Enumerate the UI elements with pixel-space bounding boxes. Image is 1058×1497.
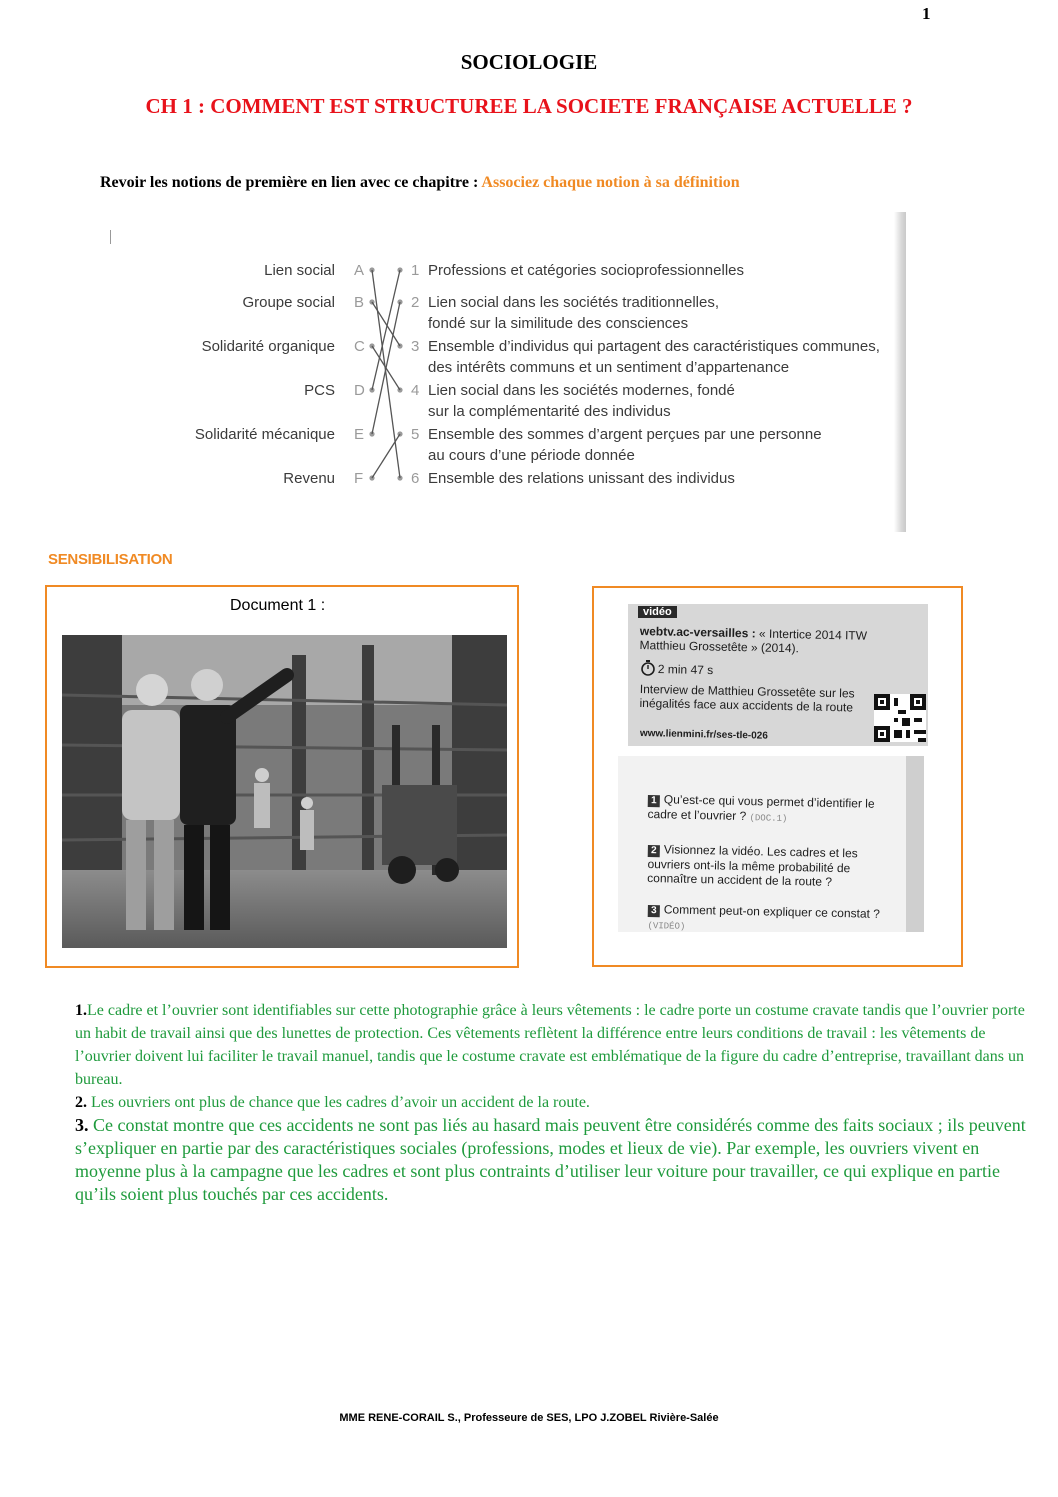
letter-f: F — [354, 470, 364, 487]
video-source-site: webtv.ac-versailles : — [639, 624, 756, 641]
qr-code-icon — [874, 694, 926, 742]
answer-3-text: Ce constat montre que ces accidents ne sont pas liés au hasard mais peuvent être considérés comme des faits sociaux ; ils peuvent s’expliquer en partie par des caractéristiques sociales (professions, modes et lieux de vie). Par exemple, les ouvriers vivent en moyenne plus à la campagne que les cadres et sont plus contraints d’utiliser leur voiture pour travailler, ce qui explique en partie qu’ils soient plus touchés par ces accidents. — [75, 1115, 1026, 1204]
question-1-number: 1 — [648, 795, 660, 807]
notion-c: Solidarité organique — [201, 338, 335, 355]
chapter-title: CH 1 : COMMENT EST STRUCTUREE LA SOCIETE FRANÇAISE ACTUELLE ? — [145, 94, 913, 118]
def-num-4: 4 — [411, 382, 420, 399]
letter-a: A — [354, 262, 365, 279]
question-3-number: 3 — [648, 905, 660, 917]
question-2-number: 2 — [648, 845, 660, 857]
definition-5-line1: Ensemble des sommes d’argent perçues par une personne — [428, 426, 822, 443]
warehouse-photo — [62, 635, 507, 948]
answer-2 — [75, 1091, 1040, 1114]
answer-3-number: 3. — [75, 1115, 89, 1135]
photo-illustration — [62, 635, 507, 948]
review-task: Associez chaque notion à sa définition — [481, 174, 740, 191]
answers — [75, 999, 1040, 1206]
question-1 — [647, 792, 888, 828]
answer-3 — [75, 1114, 1040, 1206]
definition-6-line1: Ensemble des relations unissant des individus — [428, 470, 735, 487]
video-description: Interview de Matthieu Grossetête sur les inégalités face aux accidents de la route — [639, 682, 855, 715]
footer: MME RENE-CORAIL S., Professeure de SES, LPO J.ZOBEL Rivière-Salée — [339, 1412, 719, 1424]
letter-c: C — [354, 338, 365, 355]
letter-d: D — [354, 382, 365, 399]
page-number: 1 — [922, 4, 931, 23]
video-tag: vidéo — [638, 606, 677, 618]
video-card — [628, 604, 928, 746]
answer-1-number: 1. — [75, 1002, 87, 1019]
definition-3-line1: Ensemble d’individus qui partagent des caractéristiques communes, — [428, 338, 880, 355]
definition-2-line1: Lien social dans les sociétés traditionnelles, — [428, 294, 719, 311]
matching-lines — [110, 212, 906, 532]
answer-2-text: Les ouvriers ont plus de chance que les cadres d’avoir un accident de la route. — [87, 1094, 590, 1111]
notion-f: Revenu — [283, 470, 335, 487]
question-3 — [647, 902, 888, 938]
section-sensibilisation: SENSIBILISATION — [48, 551, 173, 568]
notion-e: Solidarité mécanique — [194, 426, 335, 443]
definition-3-line2: des intérêts communs et un sentiment d’appartenance — [428, 359, 790, 376]
definition-4-line1: Lien social dans les sociétés modernes, fondé — [428, 382, 735, 399]
definition-1-line1: Professions et catégories socioprofessionnelles — [428, 262, 745, 279]
def-num-6: 6 — [411, 470, 420, 487]
question-3-text: Comment peut-on expliquer ce constat ? — [663, 902, 881, 921]
def-num-3: 3 — [411, 338, 420, 355]
definition-2-line2: fondé sur la similitude des consciences — [428, 315, 689, 332]
video-link[interactable]: www.lienmini.fr/ses-tle-026 — [639, 728, 768, 742]
question-2 — [647, 842, 888, 890]
answer-1 — [75, 999, 1040, 1091]
definition-5-line2: au cours d’une période donnée — [428, 447, 635, 464]
notion-b: Groupe social — [242, 294, 335, 311]
question-1-ref: (DOC.1) — [749, 813, 788, 824]
video-source-title: « Intertice 2014 ITW Matthieu Grossetête » (2014). — [639, 626, 868, 656]
question-2-text: Visionnez la vidéo. Les cadres et les ouvriers ont-ils la même probabilité de connaître un accident de la route ? — [647, 842, 858, 889]
def-num-1: 1 — [411, 262, 420, 279]
letter-b: B — [354, 294, 365, 311]
subject-title: SOCIOLOGIE — [460, 50, 598, 74]
review-instruction — [100, 174, 740, 192]
document1-label: Document 1 : — [230, 597, 326, 614]
notion-a: Lien social — [264, 262, 335, 279]
review-text: Revoir les notions de première en lien avec ce chapitre : — [100, 174, 482, 191]
match-line-e-2 — [372, 302, 400, 434]
match-line-f-5 — [372, 434, 400, 478]
video-duration: 2 min 47 s — [657, 662, 714, 678]
definition-4-line2: sur la complémentarité des individus — [428, 403, 671, 420]
letter-e: E — [354, 426, 365, 443]
answer-1-text: Le cadre et l’ouvrier sont identifiables sur cette photographie grâce à leurs vêtements : le cadre porte un costume cravate tandis que l’ouvrier porte un habit de travail ainsi que des lunettes de protection. Ces vêtements reflètent la différence entre leurs conditions de travail : les vêtements de l’ouvrier doivent lui faciliter le travail manuel, tandis que le costume cravate est emblématique de la figure du cadre d’entreprise, travaillant dans un bureau. — [75, 1002, 1025, 1088]
def-num-5: 5 — [411, 426, 420, 443]
questions-card — [618, 756, 924, 932]
notion-d: PCS — [304, 382, 335, 399]
question-1-text: Qu’est-ce qui vous permet d’identifier le cadre et l’ouvrier ? — [647, 792, 875, 824]
document2-scan — [618, 604, 928, 932]
matching-exercise — [110, 212, 906, 532]
def-num-2: 2 — [411, 294, 420, 311]
answer-2-number: 2. — [75, 1094, 87, 1111]
video-source — [639, 624, 900, 657]
question-3-ref: (VIDÉO) — [647, 920, 686, 932]
stopwatch-icon — [640, 660, 656, 676]
